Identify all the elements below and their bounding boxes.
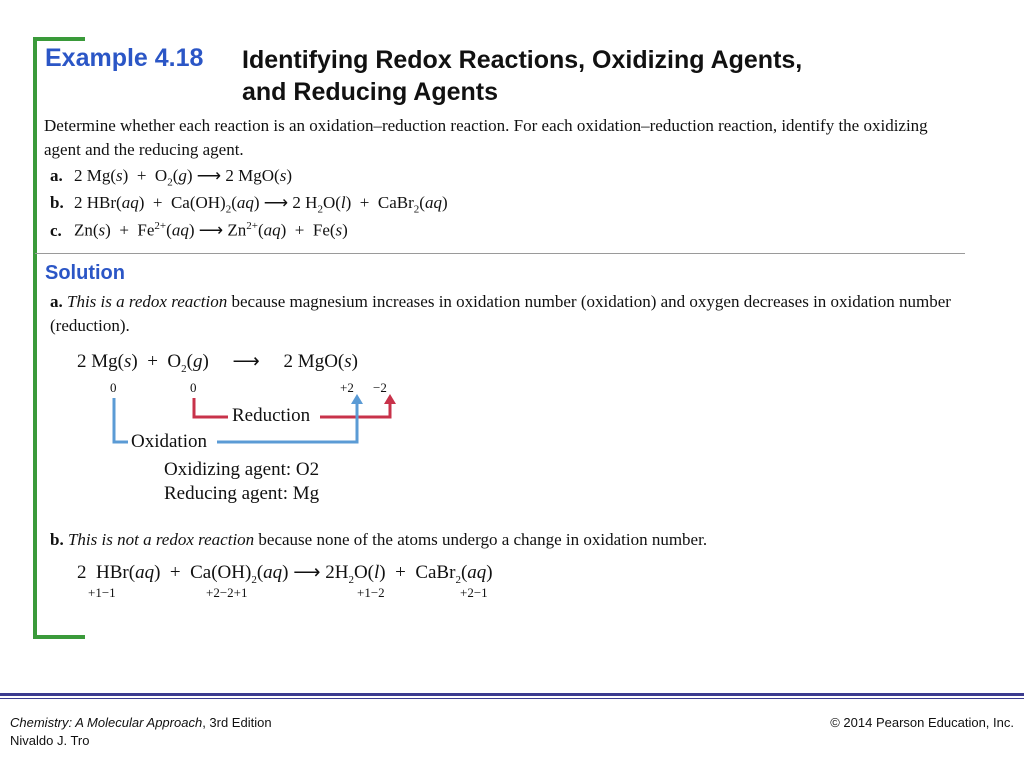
problem-statement: Determine whether each reaction is an oxidation–reduction reaction. For each oxidation–reduction reaction, identify the oxidizing agent and the reducing agent. [44,116,928,159]
green-bracket-top [33,37,85,41]
reducing-agent: Reducing agent: Mg [164,483,320,504]
solution-b-text [50,528,965,552]
footer-book [10,715,272,730]
ox-number-mg-product: +2 [340,380,354,395]
solution-b-rest: because none of the atoms undergo a change in oxidation number. [254,530,708,549]
ox-numbers-cabr2: +2−1 [460,585,488,600]
solution-a-italic: This is a redox reaction [67,292,228,311]
footer-author: Nivaldo J. Tro [10,733,90,748]
reduction-arrowhead [384,394,396,404]
footer-rule-thick [0,693,1024,696]
solution-heading: Solution [45,262,125,284]
reaction-a-letter: a. [50,166,63,185]
title-line-2: and Reducing Agents [242,78,499,106]
solution-a-rest: because magnesium increases in oxidation number (oxidation) and oxygen decreases in oxidation number (reduction). [50,292,951,335]
footer-book-title: Chemistry: A Molecular Approach [10,715,203,730]
equation-a: 2 $Mg(s) + O_2(g)$ ⟶ 2 MgO(s) [77,351,358,375]
example-number: Example 4.18 [45,44,204,72]
footer-rule-thin [0,698,1024,699]
section-divider [35,253,965,254]
reduction-arrow-right [320,402,390,417]
reaction-c-letter: c. [50,220,62,240]
ox-number-mg: 0 [110,380,117,395]
footer-edition: , 3rd Edition [202,715,272,730]
reaction-a: a. 2 $Mg(s) + O_2(g)$ ⟶ 2 MgO(s) [50,166,292,189]
title-line-1: Identifying Redox Reactions, Oxidizing Agents, [242,46,803,74]
reaction-b-letter: b. [50,193,64,212]
ox-numbers-h2o: +1−2 [357,585,385,600]
green-bracket-vertical [33,37,37,639]
oxidation-arrowhead [351,394,363,404]
example-title [242,44,802,108]
oxidizing-agent: Oxidizing agent: O2 [164,459,320,480]
oxidation-arrow-left [114,398,128,442]
reduction-label: Reduction [232,405,311,426]
footer-copyright: © 2014 Pearson Education, Inc. [830,715,1014,730]
ox-numbers-caoh2: +2−2+1 [206,585,248,600]
reduction-arrow-left [194,398,228,417]
ox-numbers-hbr: +1−1 [88,585,116,600]
reaction-b: b. 2 $HBr(aq) + Ca(OH)_2(aq)$ ⟶ 2 $H_2O(l)$ + CaBr$_2$(aq) [50,193,448,216]
green-bracket-bottom [33,635,85,639]
solution-b-letter: b. [50,530,64,549]
ox-number-o-product: −2 [373,380,387,395]
oxidation-label: Oxidation [131,431,207,452]
solution-b-italic: This is not a redox reaction [67,530,255,549]
reaction-c: c. $Zn(s) + Fe^{2+}(aq)$ ⟶ $Zn^{2+}(aq) + Fe(s)$ [50,220,348,240]
solution-a-text [50,290,965,338]
solution-a-letter: a. [50,292,63,311]
ox-number-o2: 0 [190,380,197,395]
equation-b: 2 $HBr(aq) + Ca(OH)_2(aq)$ ⟶ $2H_2O(l)$ + CaBr$_2$(aq) [77,562,493,586]
